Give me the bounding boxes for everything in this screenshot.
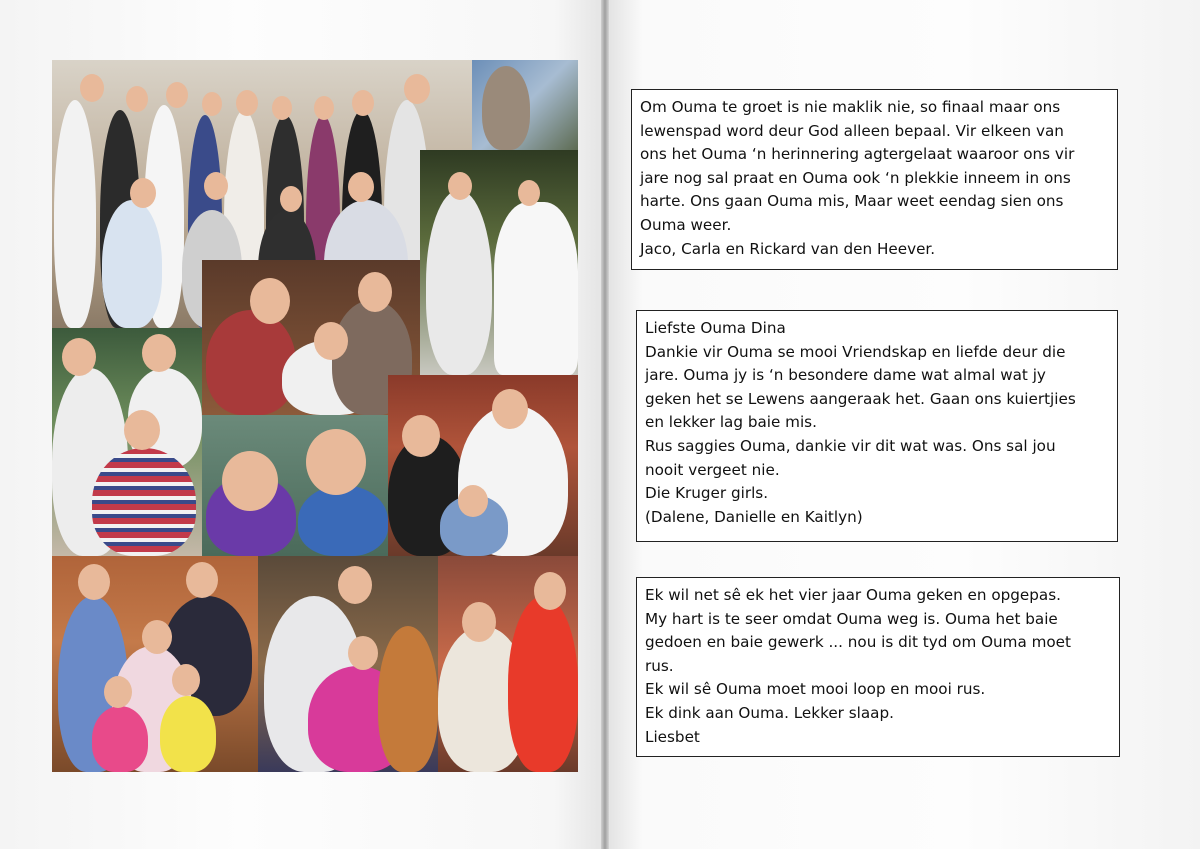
tribute-line: Ek dink aan Ouma. Lekker slaap. [645, 703, 894, 722]
tribute-line: gedoen en baie gewerk ... nou is dit tyd om Ouma moet [645, 633, 1071, 652]
tribute-line: jare nog sal praat en Ouma ook ‘n plekkie inneem in ons [640, 168, 1071, 187]
close-up-photo [202, 415, 388, 556]
tribute-line: My hart is te seer omdat Ouma weg is. Ouma het baie [645, 609, 1058, 628]
tribute-line: Ek wil sê Ouma moet mooi loop en mooi rus. [645, 680, 986, 699]
tribute-line: Rus saggies Ouma, dankie vir dit wat was. Ons sal jou [645, 436, 1056, 455]
tribute-line: Dankie vir Ouma se mooi Vriendskap en liefde deur die [645, 342, 1066, 361]
wedding-photo [420, 150, 578, 375]
tribute-line: Ouma weer. [640, 215, 732, 234]
tribute-line: ons het Ouma ‘n herinnering agtergelaat waaroor ons vir [640, 145, 1075, 164]
tribute-box-van-den-heever [631, 89, 1118, 270]
tribute-box-liesbet [636, 577, 1120, 757]
tribute-line: Ek wil net sê ek het vier jaar Ouma geken en opgepas. [645, 586, 1061, 604]
family-photo-collage [52, 60, 578, 772]
tribute-line: rus. [645, 656, 674, 675]
tribute-line: Om Ouma te groet is nie maklik nie, so finaal maar ons [640, 98, 1061, 116]
tribute-signature: Liesbet [645, 727, 700, 746]
tribute-line: nooit vergeet nie. [645, 460, 780, 479]
grandmother-photo-left [52, 328, 202, 556]
booklet-spine [601, 0, 609, 849]
tribute-signature-names: (Dalene, Danielle en Kaitlyn) [645, 507, 863, 526]
outdoor-photo [472, 60, 578, 150]
baby-photo [388, 375, 578, 556]
tribute-line: geken het se Lewens aangeraak het. Gaan ons kuiertjies [645, 389, 1076, 408]
tribute-line: lewenspad word deur God alleen bepaal. Vir elkeen van [640, 121, 1064, 140]
tribute-signature: Die Kruger girls. [645, 484, 769, 503]
armchair-photo [258, 556, 438, 772]
tribute-line: en lekker lag baie mis. [645, 413, 817, 432]
tribute-greeting: Liefste Ouma Dina [645, 319, 786, 337]
family-sofa-photo [52, 556, 258, 772]
tribute-box-kruger-girls [636, 310, 1118, 542]
tribute-line: harte. Ons gaan Ouma mis, Maar weet eendag sien ons [640, 192, 1064, 211]
two-women-photo [438, 556, 578, 772]
tribute-line: jare. Ouma jy is ‘n besondere dame wat almal wat jy [645, 366, 1046, 385]
tribute-signature: Jaco, Carla en Rickard van den Heever. [640, 239, 936, 258]
